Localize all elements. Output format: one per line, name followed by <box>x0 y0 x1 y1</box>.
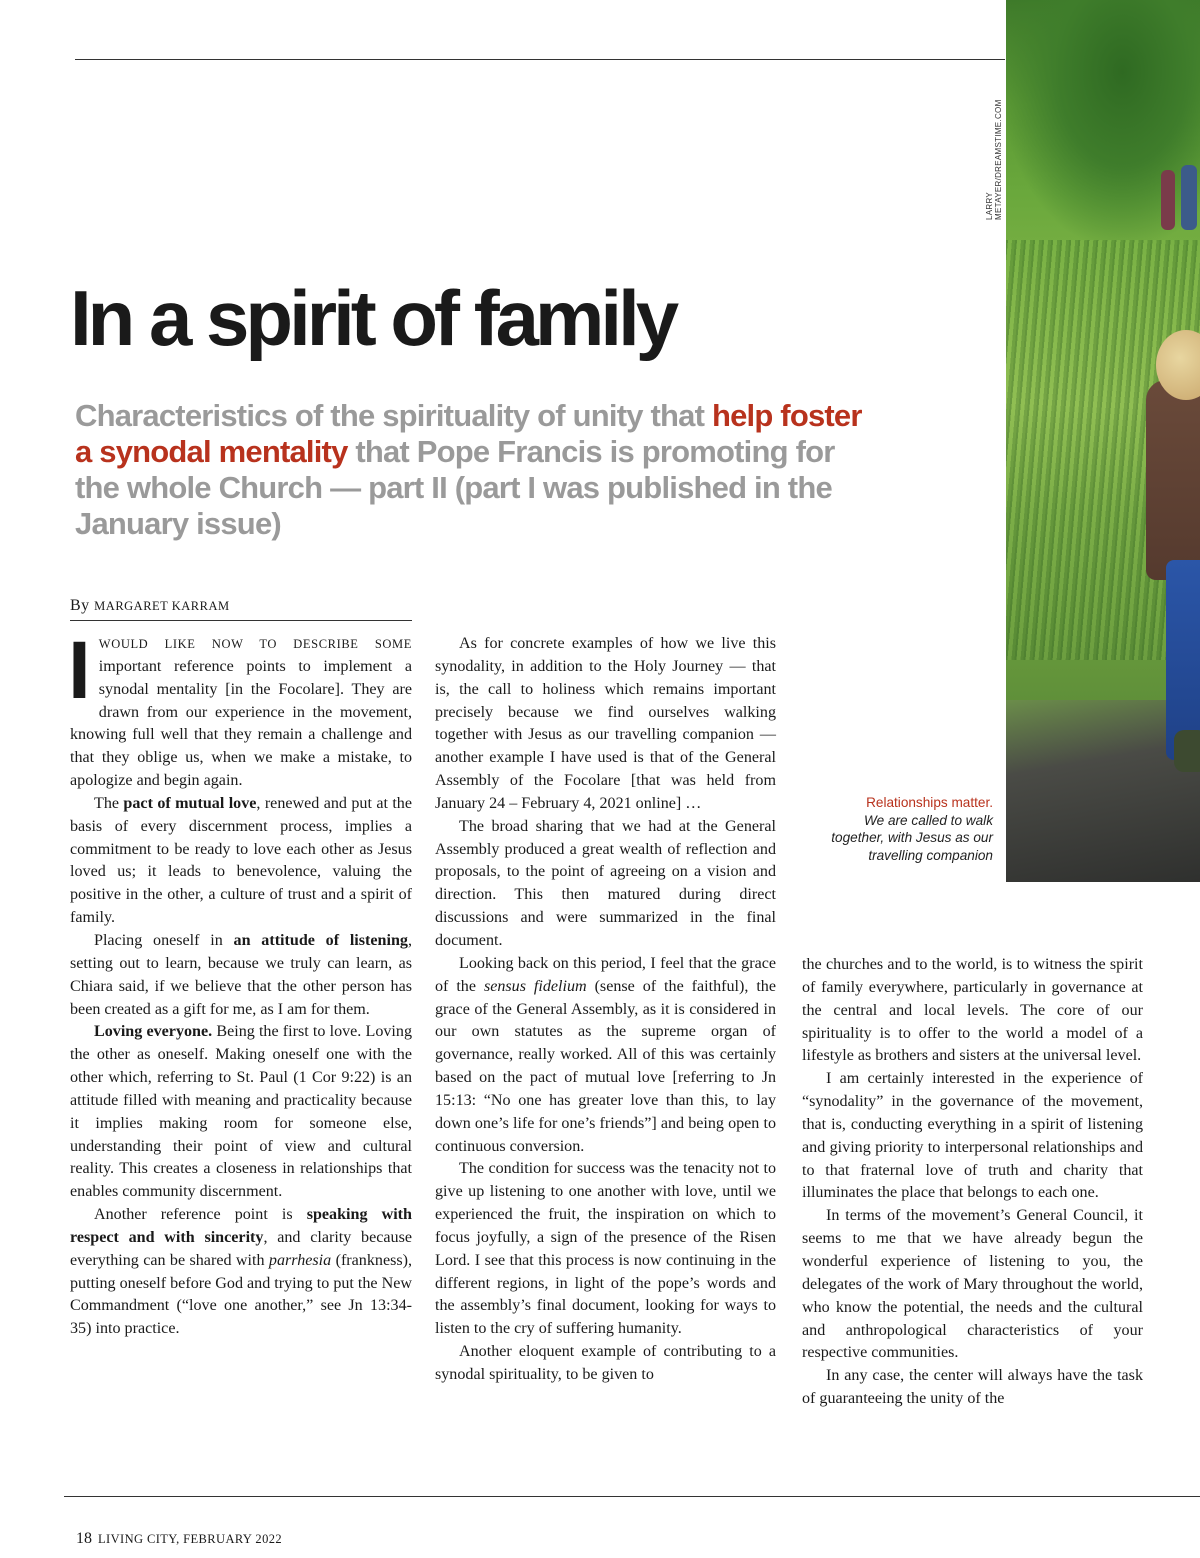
bottom-rule <box>64 1496 1200 1497</box>
deck-highlight: help foster a synodal mentality <box>75 398 862 469</box>
caption-body: We are called to walk together, with Jesus as our travelling companion <box>831 812 993 863</box>
bold-term: speaking with respect and with sincerity <box>70 1206 412 1246</box>
paragraph-text: Another reference point is <box>94 1206 307 1224</box>
paragraph: The broad sharing that we had at the General Assembly produced a great wealth of reflection and proposals, to the point of agreeing on a vision and direction. This then matured during direct discussions and were summarized in the final document. <box>435 817 776 949</box>
paragraph: In any case, the center will always have the task of guaranteeing the unity of the <box>802 1367 1143 1408</box>
photo-caption <box>820 794 993 864</box>
paragraph: As for concrete examples of how we live this synodality, in addition to the Holy Journey — that is, the call to holiness which remains important precisely because we find ourselves walking together with Jesus as our travelling companion — another example I have used is that of the General Assembly of the Focolare [that was held from January 24 – February 4, 2021 online] … <box>435 635 776 812</box>
drop-cap: I <box>68 625 91 716</box>
photo-walker <box>1181 165 1197 230</box>
byline-author: MARGARET KARRAM <box>94 599 230 613</box>
paragraph-text: (sense of the faithful), the grace of the General Assembly, as it is considered in our own statutes as the supreme organ of governance, really worked. All of this was certainly based on the pact of mutual love [referring to Jn 15:13: “No one has greater love than this, to lay down one’s life for one’s friends”] and being open to continuous conversion. <box>435 977 776 1155</box>
photo-credit: LARRY METAYER/DREAMSTIME.COM <box>985 99 1003 220</box>
paragraph <box>70 793 412 930</box>
paragraph: I am certainly interested in the experience of “synodality” in the governance of the movement, that is, conducting everything in a spirit of listening and giving priority to interpersonal relationships and to that fraternal love of truth and charity that illuminates the place that belongs to each one. <box>802 1070 1143 1202</box>
photo-children-walking <box>1006 0 1200 882</box>
column-3 <box>802 954 1143 1411</box>
photo-child-shoe <box>1174 730 1200 772</box>
deck-text: that Pope Francis is promoting for the whole Church — part II (part I was published in the January issue) <box>75 434 835 541</box>
paragraph-text: important reference points to implement a synodal mentality [in the Focolare]. They are drawn from our experience in the movement, knowing full well that they remain a challenge and that they oblige us, when we make a mistake, to apologize and begin again. <box>70 657 412 790</box>
column-1 <box>68 625 413 1341</box>
paragraph-text: , and clarity because everything can be shared with <box>70 1228 412 1269</box>
article-deck <box>75 398 875 542</box>
paragraph: In terms of the movement’s General Council, it seems to me that we have already begun the wonderful experience of listening to you, the delegates of the work of Mary throughout the world, who know the potential, the needs and the cultural and anthropological characteristics of your respective communities. <box>802 1207 1143 1362</box>
photo-child-body <box>1146 380 1200 580</box>
paragraph-text: Being the first to love. Loving the other as oneself. Making oneself one with the other which, referring to St. Paul (1 Cor 9:22) is an attitude filled with meaning and practicality because it implies making room for someone else, understanding their point of view and cultural reality. This creates a closeness in relationships that enables community discernment. <box>70 1023 412 1201</box>
top-rule <box>75 59 1005 60</box>
byline <box>70 597 412 621</box>
bold-term: an attitude of listening <box>233 931 408 949</box>
byline-by: By <box>70 597 90 614</box>
italic-term: sensus fidelium <box>483 977 587 995</box>
paragraph <box>68 625 412 793</box>
paragraph-text: The <box>94 794 124 812</box>
magazine-issue: LIVING CITY, FEBRUARY 2022 <box>98 1532 283 1546</box>
lead-in: WOULD LIKE NOW TO DESCRIBE SOME <box>98 637 412 651</box>
paragraph-text: Looking back on this period, I feel that the grace of the <box>435 954 776 995</box>
paragraph: Another eloquent example of contributing to a synodal spirituality, to be given to <box>435 1343 776 1383</box>
paragraph: the churches and to the world, is to witness the spirit of family everywhere, particularly in governance at the central and local levels. The core of our spirituality is to offer to the world a model of a lifestyle as brothers and sisters at the universal level. <box>802 956 1143 1065</box>
paragraph <box>70 930 412 1021</box>
paragraph-text: , renewed and put at the basis of every discernment process, implies a commitment to be ready to love each other as Jesus loved us; it leads to benevolence, valuing the positive in the other, a culture of trust and a spirit of family. <box>70 794 412 927</box>
article-title: In a spirit of family <box>70 274 676 362</box>
bold-term: pact of mutual love <box>123 794 257 812</box>
page-footer <box>76 1530 282 1548</box>
paragraph <box>70 1021 412 1204</box>
page-number: 18 <box>76 1530 92 1547</box>
italic-term: parrhesia <box>268 1251 332 1269</box>
caption-head: Relationships matter. <box>866 795 993 810</box>
paragraph: The condition for success was the tenacity not to give up listening to one another with love, until we experienced the fruit, the inspiration on which to focus joyfully, a sign of the presence of the Risen Lord. I see that this process is now continuing in the different regions, in light of the pope’s words and the assembly’s final document, looking for ways to listen to the cry of suffering humanity. <box>435 1160 776 1338</box>
column-2 <box>435 633 776 1387</box>
bold-term: Loving everyone. <box>94 1023 213 1041</box>
paragraph-text: (frankness), putting oneself before God and trying to put the New Commandment (“love one another,” see Jn 13:34-35) into practice. <box>70 1251 413 1338</box>
paragraph-text: Placing oneself in <box>94 931 234 949</box>
paragraph-text: , setting out to learn, because we truly can learn, as Chiara said, if we believe that the other person has been created as a gift for me, as I am for them. <box>70 931 412 1018</box>
deck-text: Characteristics of the spirituality of unity that <box>75 398 712 433</box>
paragraph <box>70 1204 412 1341</box>
photo-walker <box>1161 170 1175 230</box>
paragraph <box>435 953 776 1159</box>
